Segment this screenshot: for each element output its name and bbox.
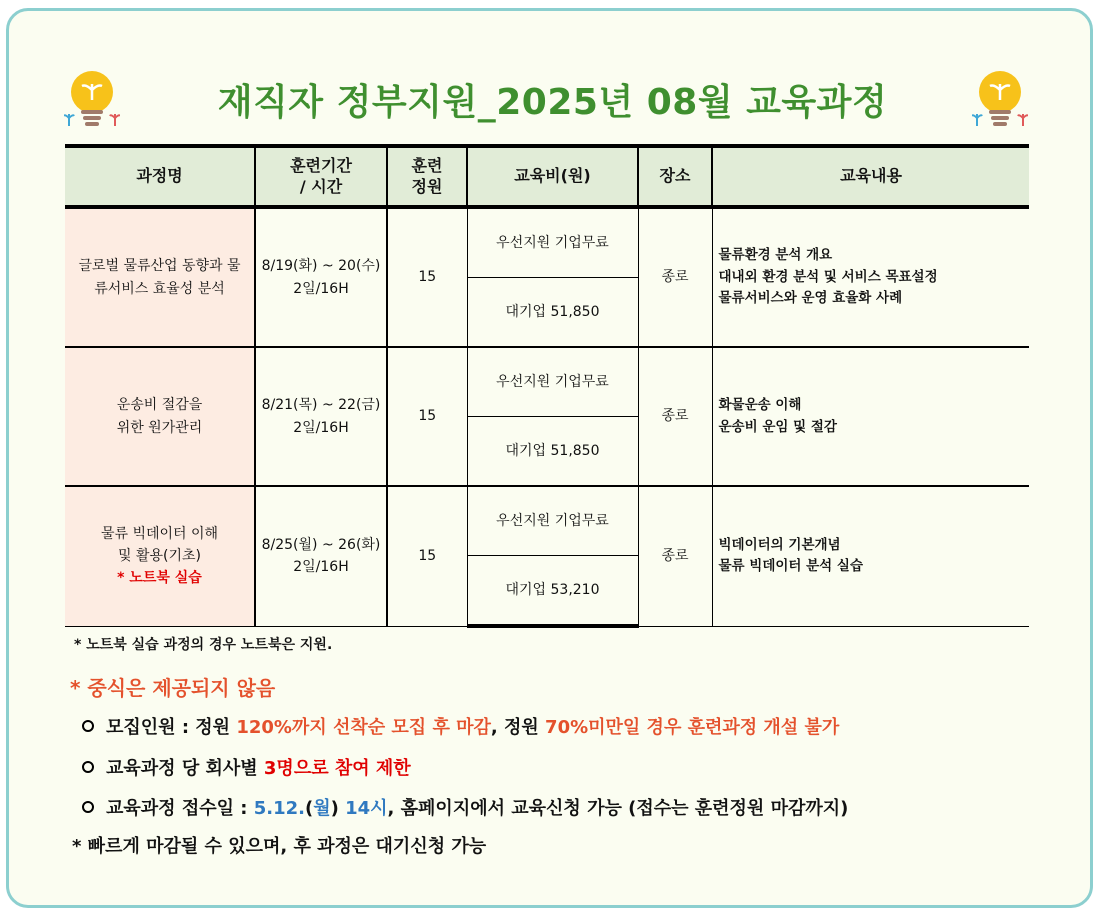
table-row (65, 486, 1029, 556)
fee-priority-cell: 우선지원 기업무료 (467, 347, 638, 417)
place-cell: 종로 (638, 207, 712, 347)
laptop-note: * 노트북 실습 과정의 경우 노트북은 지원. (74, 637, 333, 653)
period-cell: 8/21(목) ~ 22(금) 2일/16H (255, 347, 387, 486)
table-row (65, 207, 1029, 278)
lunch-note: * 중식은 제공되지 않음 (70, 676, 276, 700)
period-cell: 8/19(화) ~ 20(수) 2일/16H (255, 207, 387, 347)
period-cell: 8/25(월) ~ 26(화) 2일/16H (255, 486, 387, 626)
course-table (65, 144, 1029, 628)
capacity-cell: 15 (387, 347, 467, 486)
header-fee: 교육비(원) (467, 146, 638, 207)
fee-large-cell: 대기업 53,210 (467, 556, 638, 627)
capacity-cell: 15 (387, 207, 467, 347)
header-capacity: 훈련 정원 (387, 146, 467, 207)
fee-priority-cell: 우선지원 기업무료 (467, 486, 638, 556)
content-cell: 물류환경 분석 개요 대내외 환경 분석 및 서비스 목표설정 물류서비스와 운영 효율화 사례 (712, 207, 1029, 347)
fee-priority-cell: 우선지원 기업무료 (467, 207, 638, 278)
table-header-row (65, 146, 1029, 207)
apply-bullet: 교육과정 접수일 : 5.12.(월) 14시, 홈페이지에서 교육신청 가능 (접수는 훈련정원 마감까지) (82, 794, 848, 820)
header-content: 교육내용 (712, 146, 1029, 207)
course-name-cell: 운송비 절감을 위한 원가관리 (65, 347, 255, 486)
fee-large-cell: 대기업 51,850 (467, 278, 638, 348)
course-name-cell: 물류 빅데이터 이해 및 활용(기초) * 노트북 실습 (65, 486, 255, 626)
limit-bullet: 교육과정 당 회사별 3명으로 참여 제한 (82, 754, 411, 780)
content-cell: 화물운송 이해 운송비 운임 및 절감 (712, 347, 1029, 486)
header-course-name: 과정명 (65, 146, 255, 207)
table-row (65, 347, 1029, 417)
bullet-circle-icon (82, 761, 94, 773)
content-cell: 빅데이터의 기본개념 물류 빅데이터 분석 실습 (712, 486, 1029, 626)
course-name-cell: 글로벌 물류산업 동향과 물 류서비스 효율성 분석 (65, 207, 255, 347)
header-period: 훈련기간 / 시간 (255, 146, 387, 207)
place-cell: 종로 (638, 347, 712, 486)
header-place: 장소 (638, 146, 712, 207)
place-cell: 종로 (638, 486, 712, 626)
waitlist-note: * 빠르게 마감될 수 있으며, 후 과정은 대기신청 가능 (72, 836, 487, 857)
page-title: 재직자 정부지원_2025년 08월 교육과정 (217, 82, 888, 123)
bullet-circle-icon (82, 801, 94, 813)
fee-large-cell: 대기업 51,850 (467, 417, 638, 487)
recruit-bullet: 모집인원 : 정원 120%까지 선착순 모집 후 마감, 정원 70%미만일 경우 훈련과정 개설 불가 (82, 713, 839, 739)
laptop-practice-label: * 노트북 실습 (117, 570, 202, 587)
bullet-circle-icon (82, 720, 94, 732)
capacity-cell: 15 (387, 486, 467, 626)
